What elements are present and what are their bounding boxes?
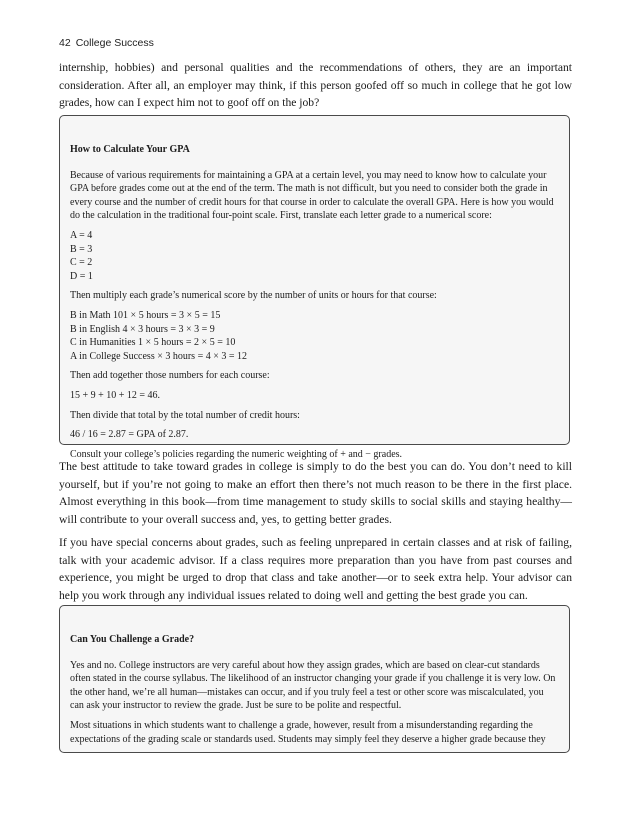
course-calculation-list — [70, 309, 559, 363]
add-instruction: Then add together those numbers for each course: — [70, 370, 270, 382]
course-line: C in Humanities 1 × 5 hours = 2 × 5 = 10 — [70, 337, 236, 349]
course-line: A in College Success × 3 hours = 4 × 3 = 12 — [70, 350, 247, 362]
grade-scale-item: D = 1 — [70, 270, 93, 282]
consult-policies-text: Consult your college’s policies regarding the numeric weighting of + and − grades. — [70, 448, 403, 460]
gpa-box-title: How to Calculate Your GPA — [70, 144, 190, 155]
concerns-paragraph: If you have special concerns about grades, such as feeling unprepared in certain classes and at risk of failing, talk with your academic advisor. If a class requires more preparation than you have from past courses and experience, you might be urged to drop that class and take another—or to seek extra help. Your advisor can help you work through any individual issues related to doing well and getting the best grade you can. — [59, 536, 572, 602]
grade-scale-item: A = 4 — [70, 229, 93, 241]
book-title: College Success — [75, 37, 154, 49]
intro-paragraph: internship, hobbies) and personal qualities and the recommendations of others, they are an important consideration. After all, an employer may think, if this person goofed off so much in college that he got low grades, how can I expect him not to goof off on the job? — [59, 61, 572, 109]
divide-instruction: Then divide that total by the total number of credit hours: — [70, 409, 300, 421]
attitude-paragraph: The best attitude to take toward grades in college is simply to do the best you can do. You don’t need to kill yourself, but if you’re not going to make an effort then there’s not much reason to be there in the first place. Almost everything in this book—from time management to study skills to social skills and staying healthy—will contribute to your overall success and, yes, to getting better grades. — [59, 460, 572, 526]
course-line: B in English 4 × 3 hours = 3 × 3 = 9 — [70, 323, 215, 335]
challenge-box-title: Can You Challenge a Grade? — [70, 634, 195, 645]
gpa-intro-text: Because of various requirements for maintaining a GPA at a certain level, you may need to know how to calculate your GPA before grades come out at the end of the term. The math is not difficult, but you need to consider both the grade in every course and the number of credit hours for that course in order to calculate the overall GPA. Here is how you would do the calculation in the traditional four-point scale. First, translate each letter grade to a numerical score: — [70, 169, 554, 222]
multiply-instruction: Then multiply each grade’s numerical score by the number of units or hours for that course: — [70, 290, 437, 302]
challenge-paragraph-2: Most situations in which students want to challenge a grade, however, result from a misunderstanding regarding the expectations of the grading scale or standards used. Students may simply feel they deserve a higher grade because they — [70, 719, 546, 745]
grade-scale-item: C = 2 — [70, 257, 93, 269]
challenge-grade-box — [59, 605, 570, 753]
page-header — [59, 37, 159, 49]
page-number: 42 — [59, 37, 71, 49]
grade-scale-list — [70, 229, 559, 283]
gpa-calculation-box — [59, 115, 570, 460]
gpa-result-line: 46 / 16 = 2.87 = GPA of 2.87. — [70, 429, 189, 441]
sum-line: 15 + 9 + 10 + 12 = 46. — [70, 389, 161, 401]
challenge-paragraph-1: Yes and no. College instructors are very careful about how they assign grades, which are based on clear-cut standards often stated in the course syllabus. The likelihood of an instructor changing your grade if you challenge it is very low. On the other hand, we’re all human—mistakes can occur, and if you truly feel a test or other score was miscalculated, you can ask your instructor to review the grade. Just be sure to be polite and respectful. — [70, 659, 556, 712]
course-line: B in Math 101 × 5 hours = 3 × 5 = 15 — [70, 309, 221, 321]
grade-scale-item: B = 3 — [70, 243, 93, 255]
